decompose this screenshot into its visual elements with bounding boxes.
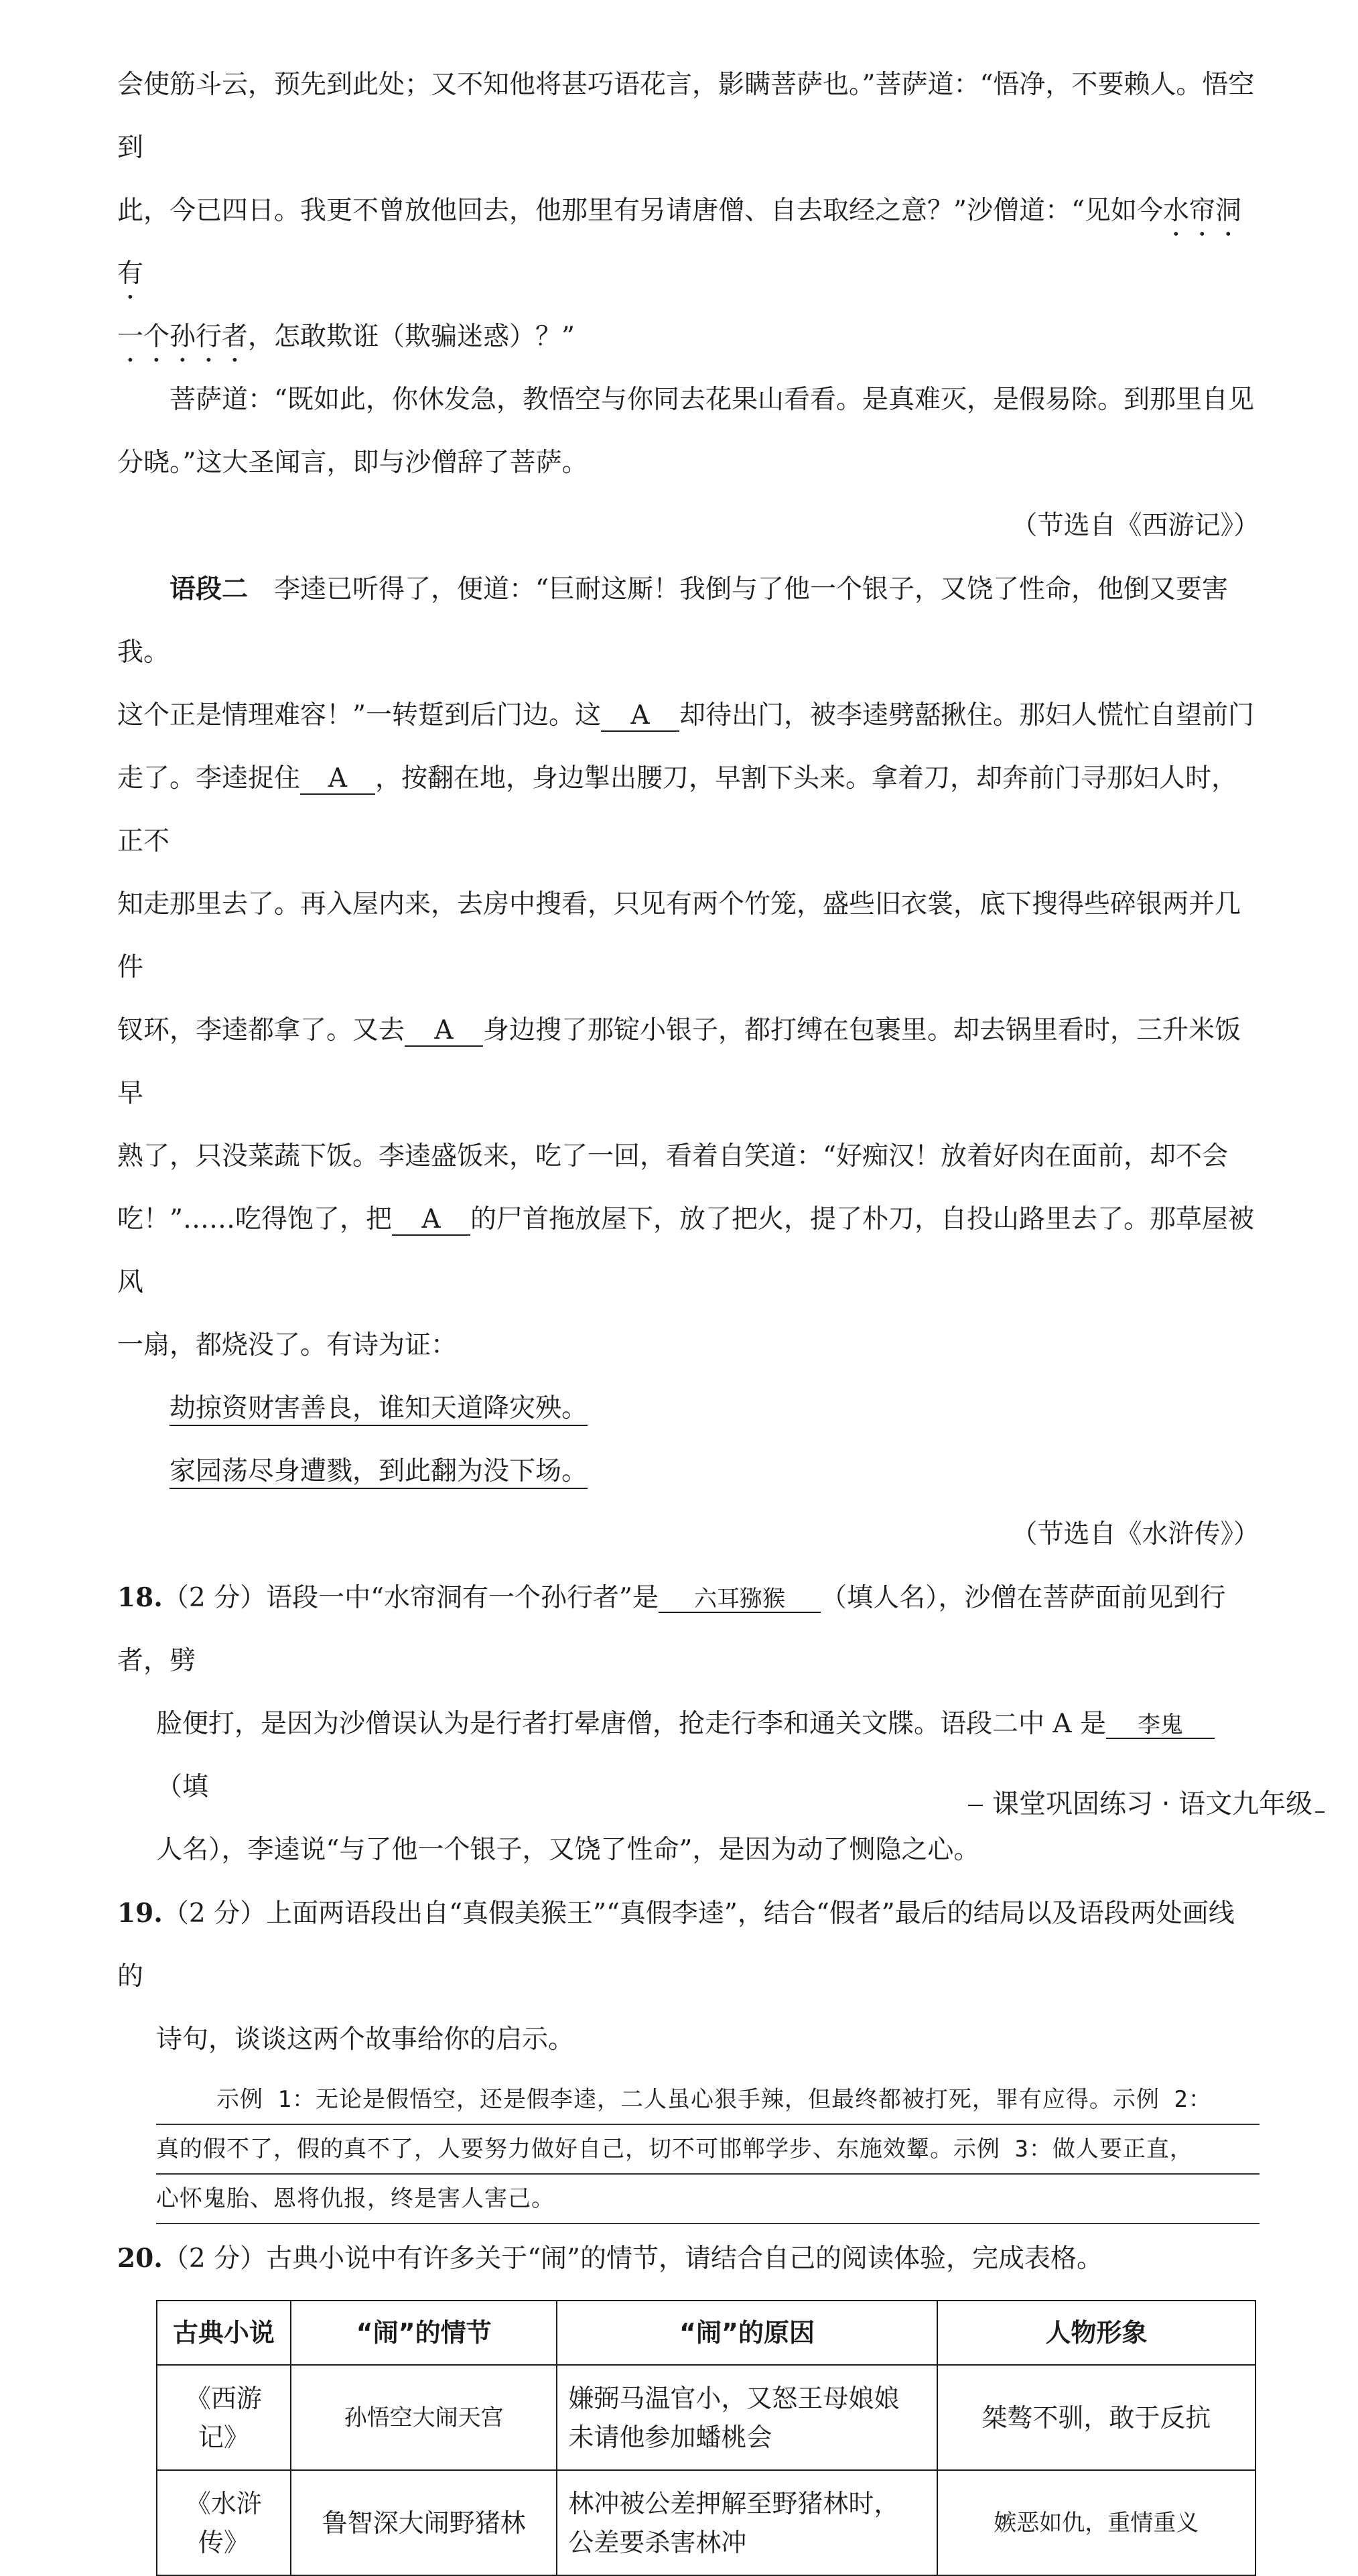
passage-one-line: 分晓。”这大圣闻言，即与沙僧辞了菩萨。 [117,448,588,478]
poem-line: 劫掠资财害善良，谁知天道降灾殃。 [169,1393,588,1423]
answer-area[interactable] [156,2075,1260,2224]
passage-two-source: （节选自《水浒传》） [1011,1519,1260,1549]
passage-two-label: 语段二 [169,574,249,604]
passage-two-line: 钗环，李逵都拿了。又去 A 身边搜了那锭小银子，都打缚在包裹里。却去锅里看时，三升米饭早 [117,1015,1241,1108]
answer-blank[interactable]: 李鬼 [1106,1713,1215,1739]
reason-cell: 嫌弼马温官小，又怒王母娘娘 未请他参加蟠桃会 [557,2365,937,2470]
question-line: 18.（2 分）语段一中“水帘洞有一个孙行者”是 六耳猕猴 （填人名），沙僧在菩萨面前见到行者，劈 [117,1582,1226,1676]
character-cell: 桀骜不驯，敢于反抗 [937,2365,1255,2470]
question-line: 20.（2 分）古典小说中有许多关于“闹”的情节，请结合自己的阅读体验，完成表格。 [117,2243,1103,2274]
answer-line: 示例 1：无论是假悟空，还是假李逵，二人虽心狠手辣，但最终都被打死，罪有应得。示例 2： [156,2075,1260,2125]
plot-cell[interactable]: 孙悟空大闹天宫 [291,2365,557,2470]
question-18 [117,1566,1260,1882]
column-header: “闹”的情节 [291,2301,557,2365]
poem-line: 家园荡尽身遭戮，到此翻为没下场。 [169,1456,588,1486]
question-line: 脸便打，是因为沙僧误认为是行者打晕唐僧，抢走行李和通关文牒。语段二中 A 是 李鬼（填 [117,1693,1260,1819]
emphasized-text: 水帘洞有 [117,196,1241,289]
answer-line: 真的假不了，假的真不了，人要努力做好自己，切不可邯郸学步、东施效颦。示例 3：做人要正直， [156,2125,1260,2175]
footer-dash [968,1805,983,1806]
question-number: 20. [117,2243,163,2274]
column-header: 古典小说 [157,2301,291,2365]
passage-one-line: 会使筋斗云，预先到此处；又不知他将甚巧语花言，影瞒菩萨也。”菩萨道：“悟净，不要赖人。悟空到 [117,70,1255,163]
question-19 [117,1882,1260,2224]
emphasized-text: 一个孙行者 [117,322,249,352]
column-header: 人物形象 [937,2301,1255,2365]
question-line: 诗句，谈谈这两个故事给你的启示。 [156,2024,575,2055]
passage-two-line: 语段二 李逵已听得了，便道：“巨耐这厮！我倒与了他一个银子，又饶了性命，他倒又要害我。 [117,574,1228,667]
question-line: 人名），李逵说“与了他一个银子，又饶了性命”，是因为动了恻隐之心。 [156,1835,980,1865]
blank-a: A [392,1206,470,1236]
question-number: 18. [117,1582,163,1613]
passage-one-line: 菩萨道：“既如此，你休发急，教悟空与你同去花果山看看。是真难灭，是假易除。到那里自见 [169,385,1254,415]
table-row [157,2470,1255,2575]
plot-cell: 鲁智深大闹野猪林 [291,2470,557,2575]
answer-line: 心怀鬼胎、恩将仇报，终是害人害己。 [156,2175,1260,2224]
reason-cell: 林冲被公差押解至野猪林时， 公差要杀害林冲 [557,2470,937,2575]
passage-one-source: （节选自《西游记》） [1011,511,1260,541]
table-row [157,2365,1255,2470]
character-cell[interactable]: 嫉恶如仇，重情重义 [937,2470,1255,2575]
passage-two-line: 知走那里去了。再入屋内来，去房中搜看，只见有两个竹笼，盛些旧衣裳，底下搜得些碎银两并几件 [117,889,1241,982]
table-header-row [157,2301,1255,2365]
blank-a: A [601,702,679,732]
passage-one-line: 此，今已四日。我更不曾放他回去，他那里有另请唐僧、自去取经之意？”沙僧道：“见如今水帘洞有 [117,196,1241,289]
answer-table [156,2300,1256,2576]
passage-two-line: 一扇，都烧没了。有诗为证： [117,1330,458,1360]
novel-cell: 《水浒传》 [157,2470,291,2575]
passage-two-line: 这个正是情理难容！”一转踅到后门边。这 A 却待出门，被李逵劈嚭揪住。那妇人慌忙自望前门 [117,700,1254,730]
passage-one-line: 一个孙行者，怎敢欺诳（欺骗迷惑）？” [117,322,575,352]
blank-a: A [300,765,375,795]
passage-two-line: 熟了，只没菜蔬下饭。李逵盛饭来，吃了一回，看着自笑道：“好痴汉！放着好肉在面前，却不会 [117,1141,1228,1171]
question-number: 19. [117,1898,163,1929]
page-footer [968,1783,1325,1821]
question-line: 19.（2 分）上面两语段出自“真假美猴王”“真假李逵”，结合“假者”最后的结局以及语段两处画线的 [117,1898,1235,1992]
footer-title: 课堂巩固练习 · 语文九年级 [992,1789,1313,1819]
passage-two-line: 吃！”……吃得饱了，把 A 的尸首拖放屋下，放了把火，提了朴刀，自投山路里去了。那草屋被风 [117,1204,1254,1297]
blank-a: A [405,1017,483,1047]
footer-underline [1315,1791,1325,1813]
worksheet-page [117,54,1260,2576]
novel-cell: 《西游记》 [157,2365,291,2470]
passage-two-line: 走了。李逵捉住 A ，按翻在地，身边掣出腰刀，早割下头来。拿着刀，却奔前门寻那妇人时，正不 [117,763,1238,856]
passage-two [117,558,1260,1566]
column-header: “闹”的原因 [557,2301,937,2365]
answer-blank[interactable]: 六耳猕猴 [659,1587,821,1613]
question-20 [117,2227,1260,2576]
passage-one [117,54,1260,558]
